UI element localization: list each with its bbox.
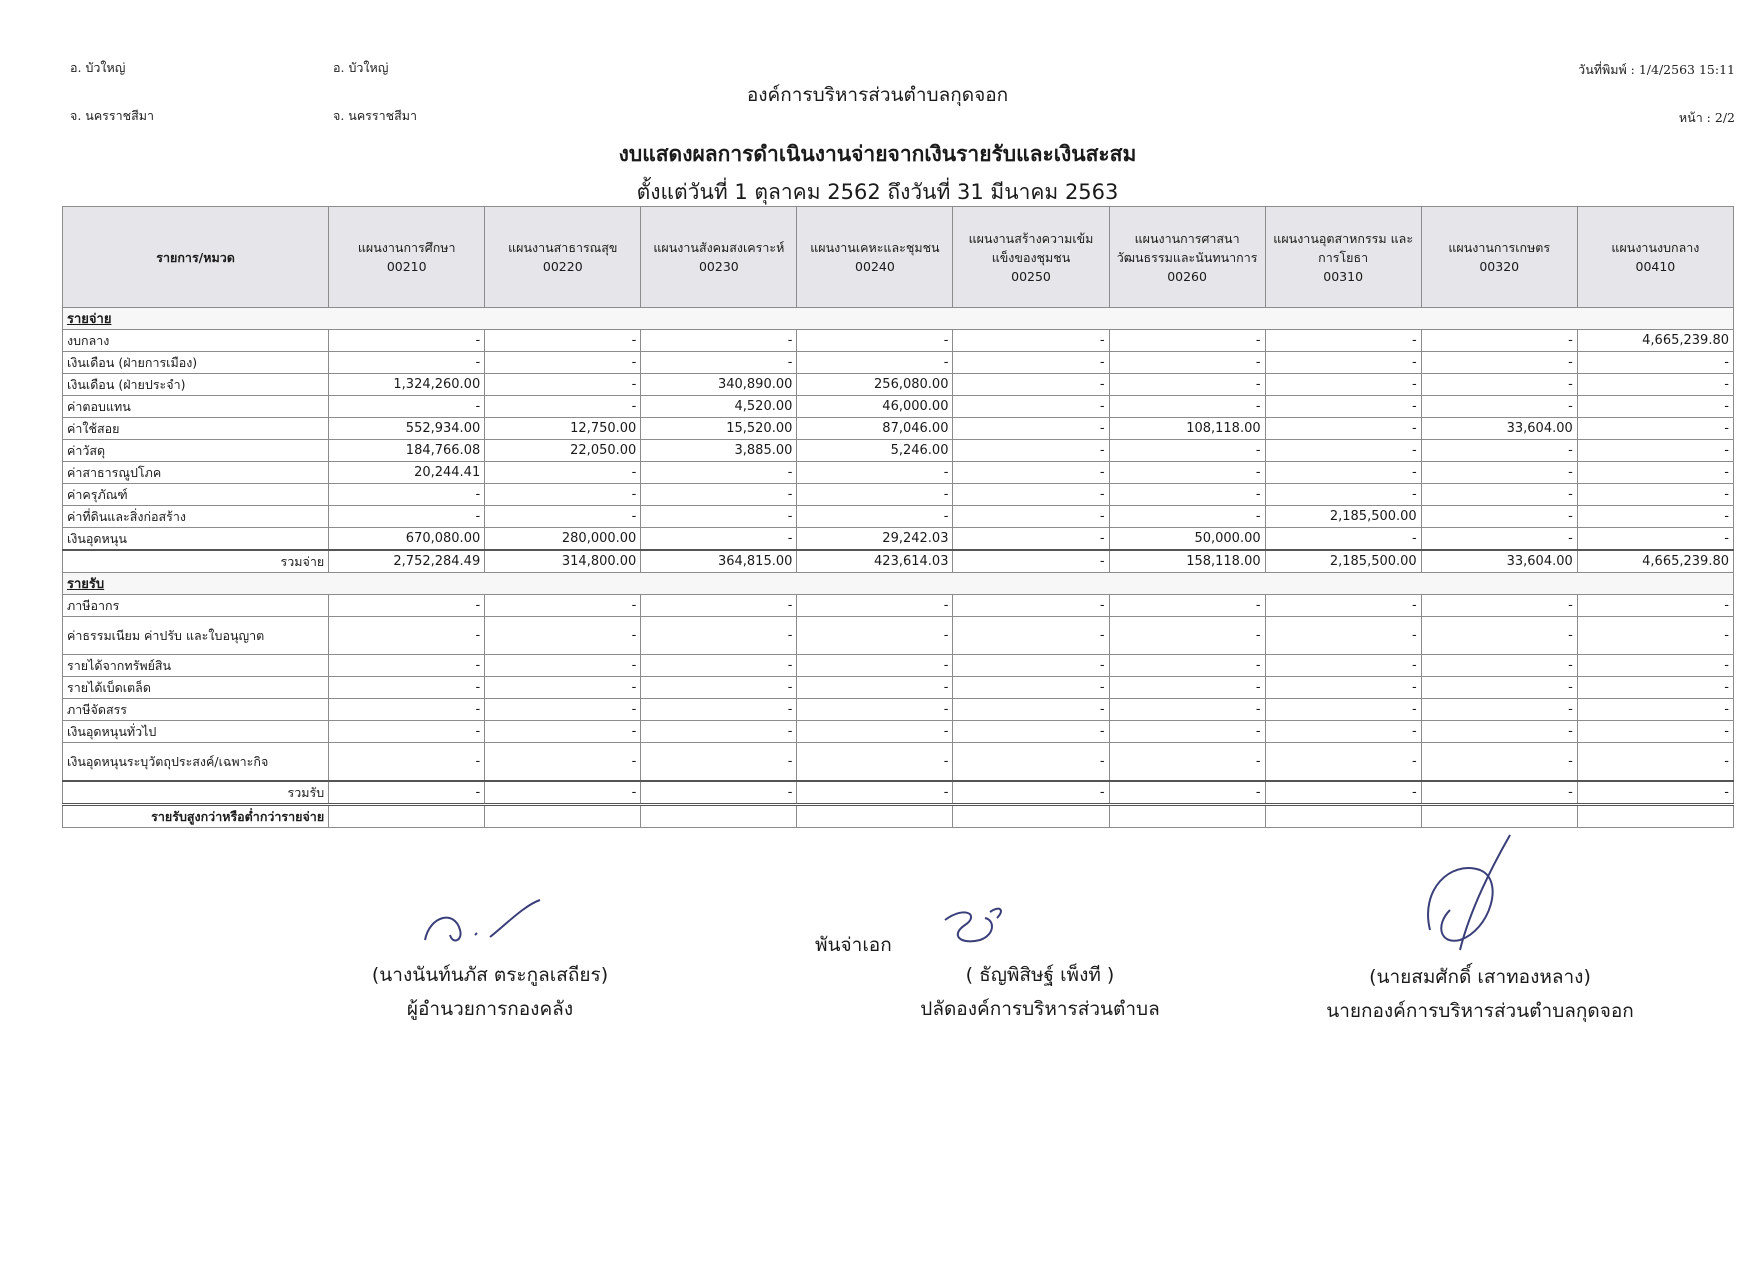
- table-cell: -: [485, 396, 641, 418]
- signature-block-2: [840, 958, 1240, 1026]
- table-cell: -: [641, 484, 797, 506]
- table-cell: -: [1577, 396, 1733, 418]
- table-cell: -: [1109, 655, 1265, 677]
- table-cell: -: [953, 528, 1109, 551]
- column-name: แผนงานสร้างความเข้มแข็งของชุมชน: [968, 230, 1094, 265]
- table-cell: -: [1577, 781, 1733, 805]
- table-cell: -: [485, 374, 641, 396]
- column-code: 00310: [1323, 268, 1364, 284]
- table-cell: -: [953, 595, 1109, 617]
- table-cell: 15,520.00: [641, 418, 797, 440]
- column-name: แผนงานการศึกษา: [357, 240, 456, 255]
- column-name: แผนงานอุตสาหกรรม และการโยธา: [1273, 230, 1414, 265]
- table-cell: -: [953, 418, 1109, 440]
- table-cell: 20,244.41: [329, 462, 485, 484]
- table-cell: 256,080.00: [797, 374, 953, 396]
- table-cell: -: [1265, 484, 1421, 506]
- report-period: ตั้งแต่วันที่ 1 ตุลาคม 2562 ถึงวันที่ 31 มีนาคม 2563: [636, 180, 1119, 204]
- row-label: เงินเดือน (ฝ่ายประจำ): [63, 374, 329, 396]
- table-cell: -: [485, 330, 641, 352]
- table-cell: -: [953, 781, 1109, 805]
- table-cell: -: [641, 781, 797, 805]
- table-cell: -: [953, 440, 1109, 462]
- signer-3-position: นายกองค์การบริหารส่วนตำบลกุดจอก: [1326, 1000, 1634, 1022]
- section-row: [63, 573, 1734, 595]
- table-cell: -: [797, 677, 953, 699]
- table-cell: -: [1109, 699, 1265, 721]
- row-label: ภาษีจัดสรร: [63, 699, 329, 721]
- section-row: [63, 308, 1734, 330]
- column-name: แผนงานการเกษตร: [1448, 240, 1551, 255]
- table-cell: -: [1577, 617, 1733, 655]
- table-cell: -: [1109, 617, 1265, 655]
- column-header: [1265, 207, 1421, 308]
- table-cell: -: [797, 743, 953, 782]
- table-cell: -: [1265, 699, 1421, 721]
- table-cell: -: [485, 677, 641, 699]
- table-cell: -: [641, 595, 797, 617]
- table-cell: -: [485, 595, 641, 617]
- page-number: หน้า : 2/2: [1678, 110, 1735, 125]
- table-cell: -: [797, 506, 953, 528]
- table-cell: -: [485, 781, 641, 805]
- table-cell: -: [1421, 330, 1577, 352]
- table-cell: -: [1109, 595, 1265, 617]
- row-label: รวมรับ: [63, 781, 329, 805]
- table-cell: -: [1577, 721, 1733, 743]
- province-left-2: จ. นครราชสีมา: [333, 108, 417, 123]
- table-cell: -: [1577, 528, 1733, 551]
- table-cell: -: [329, 396, 485, 418]
- table-cell: -: [1421, 484, 1577, 506]
- table-cell: [329, 805, 485, 828]
- table-cell: -: [329, 330, 485, 352]
- table-cell: -: [329, 617, 485, 655]
- table-cell: 4,665,239.80: [1577, 550, 1733, 573]
- table-cell: -: [1421, 721, 1577, 743]
- column-header: [953, 207, 1109, 308]
- table-cell: 4,665,239.80: [1577, 330, 1733, 352]
- table-row: [63, 655, 1734, 677]
- table-cell: -: [1265, 595, 1421, 617]
- table-body: [63, 308, 1734, 828]
- table-cell: -: [485, 462, 641, 484]
- table-cell: -: [797, 655, 953, 677]
- table-cell: -: [641, 330, 797, 352]
- table-cell: 280,000.00: [485, 528, 641, 551]
- table-cell: 340,890.00: [641, 374, 797, 396]
- table-cell: -: [1109, 484, 1265, 506]
- table-cell: -: [1109, 462, 1265, 484]
- table-cell: -: [1577, 699, 1733, 721]
- table-row: [63, 506, 1734, 528]
- table-cell: -: [1265, 721, 1421, 743]
- table-cell: -: [1577, 462, 1733, 484]
- table-cell: -: [953, 699, 1109, 721]
- table-row: [63, 418, 1734, 440]
- table-cell: 1,324,260.00: [329, 374, 485, 396]
- table-cell: -: [953, 677, 1109, 699]
- table-row: [63, 550, 1734, 573]
- table-cell: -: [797, 721, 953, 743]
- column-name: แผนงานสังคมสงเคราะห์: [653, 240, 785, 255]
- column-name: แผนงานงบกลาง: [1611, 240, 1700, 255]
- table-cell: -: [1265, 677, 1421, 699]
- column-code: 00320: [1479, 259, 1520, 274]
- table-cell: 314,800.00: [485, 550, 641, 573]
- column-header: [797, 207, 953, 308]
- table-row: [63, 484, 1734, 506]
- section-label: รายรับ: [63, 573, 1734, 595]
- table-row: [63, 617, 1734, 655]
- column-code: 00210: [386, 259, 427, 274]
- row-label: ค่าธรรมเนียม ค่าปรับ และใบอนุญาต: [63, 617, 329, 655]
- table-cell: -: [485, 484, 641, 506]
- table-cell: -: [485, 743, 641, 782]
- table-cell: -: [485, 699, 641, 721]
- table-cell: -: [953, 721, 1109, 743]
- row-label: เงินอุดหนุนระบุวัตถุประสงค์/เฉพาะกิจ: [63, 743, 329, 782]
- table-cell: -: [797, 781, 953, 805]
- table-cell: -: [1265, 617, 1421, 655]
- table-cell: -: [1577, 506, 1733, 528]
- table-cell: -: [329, 699, 485, 721]
- signer-2-position: ปลัดองค์การบริหารส่วนตำบล: [920, 998, 1160, 1020]
- table-cell: -: [329, 677, 485, 699]
- column-header: [641, 207, 797, 308]
- table-cell: -: [1265, 418, 1421, 440]
- signer-2-name: ( ธัญพิสิษฐ์ เพ็งที ): [965, 964, 1115, 986]
- row-label: รวมจ่าย: [63, 550, 329, 573]
- table-cell: -: [1577, 484, 1733, 506]
- table-cell: 22,050.00: [485, 440, 641, 462]
- table-cell: -: [797, 595, 953, 617]
- table-cell: -: [953, 352, 1109, 374]
- table-row: [63, 330, 1734, 352]
- table-cell: 364,815.00: [641, 550, 797, 573]
- row-label: รายได้จากทรัพย์สิน: [63, 655, 329, 677]
- table-cell: 33,604.00: [1421, 550, 1577, 573]
- column-header: [1577, 207, 1733, 308]
- table-cell: -: [1421, 528, 1577, 551]
- column-code: 00250: [1011, 268, 1051, 284]
- table-cell: 29,242.03: [797, 528, 953, 551]
- table-cell: -: [641, 655, 797, 677]
- row-label: ค่าตอบแทน: [63, 396, 329, 418]
- table-cell: -: [329, 743, 485, 782]
- table-cell: -: [1265, 396, 1421, 418]
- row-label: ค่าสาธารณูปโภค: [63, 462, 329, 484]
- table-cell: -: [1421, 352, 1577, 374]
- table-cell: -: [1577, 655, 1733, 677]
- table-cell: -: [1577, 352, 1733, 374]
- table-cell: -: [1265, 655, 1421, 677]
- table-cell: 46,000.00: [797, 396, 953, 418]
- signature-block-1: [300, 958, 680, 1026]
- table-cell: -: [1421, 699, 1577, 721]
- table-cell: -: [1109, 374, 1265, 396]
- table-cell: -: [953, 617, 1109, 655]
- table-cell: -: [485, 655, 641, 677]
- table-cell: -: [641, 743, 797, 782]
- row-label: เงินอุดหนุน: [63, 528, 329, 551]
- table-cell: -: [641, 528, 797, 551]
- table-row: [63, 352, 1734, 374]
- category-header: รายการ/หมวด: [63, 207, 329, 308]
- row-label: ค่าวัสดุ: [63, 440, 329, 462]
- table-cell: -: [1265, 743, 1421, 782]
- section-label: รายจ่าย: [63, 308, 1734, 330]
- table-cell: -: [1421, 374, 1577, 396]
- table-cell: -: [641, 677, 797, 699]
- table-cell: -: [329, 655, 485, 677]
- table-cell: -: [641, 721, 797, 743]
- table-cell: -: [1265, 462, 1421, 484]
- table-cell: -: [1109, 396, 1265, 418]
- column-header: [1421, 207, 1577, 308]
- table-cell: -: [1577, 743, 1733, 782]
- table-cell: -: [1421, 396, 1577, 418]
- table-cell: -: [1109, 721, 1265, 743]
- table-cell: [1577, 805, 1733, 828]
- table-cell: 108,118.00: [1109, 418, 1265, 440]
- district-left-1: อ. บัวใหญ่: [70, 60, 126, 75]
- table-cell: -: [641, 352, 797, 374]
- column-header: [485, 207, 641, 308]
- table-cell: -: [1421, 440, 1577, 462]
- column-header: [329, 207, 485, 308]
- table-cell: -: [1577, 418, 1733, 440]
- column-code: 00230: [698, 259, 739, 274]
- table-cell: -: [1265, 781, 1421, 805]
- table-cell: -: [1109, 781, 1265, 805]
- table-cell: -: [329, 781, 485, 805]
- table-cell: -: [1109, 440, 1265, 462]
- column-name: แผนงานการศาสนา วัฒนธรรมและนันทนาการ: [1116, 230, 1258, 265]
- table-cell: -: [953, 655, 1109, 677]
- table-cell: 33,604.00: [1421, 418, 1577, 440]
- table-cell: -: [641, 462, 797, 484]
- table-cell: 2,752,284.49: [329, 550, 485, 573]
- table-cell: 87,046.00: [797, 418, 953, 440]
- table-cell: -: [1265, 528, 1421, 551]
- table-cell: -: [1421, 655, 1577, 677]
- print-date: วันที่พิมพ์ : 1/4/2563 15:11: [1578, 62, 1735, 77]
- table-header-row: [63, 207, 1734, 308]
- table-row: [63, 396, 1734, 418]
- table-cell: -: [329, 595, 485, 617]
- table-cell: -: [1421, 617, 1577, 655]
- column-name: แผนงานเคหะและชุมชน: [810, 240, 940, 255]
- table-cell: -: [953, 743, 1109, 782]
- column-code: 00260: [1167, 268, 1207, 284]
- table-cell: 5,246.00: [797, 440, 953, 462]
- table-cell: [485, 805, 641, 828]
- row-label: ค่าที่ดินและสิ่งก่อสร้าง: [63, 506, 329, 528]
- table-cell: -: [953, 462, 1109, 484]
- report-table: [62, 206, 1734, 828]
- table-cell: 158,118.00: [1109, 550, 1265, 573]
- table-cell: -: [1265, 352, 1421, 374]
- table-cell: -: [1577, 595, 1733, 617]
- table-cell: -: [1421, 506, 1577, 528]
- row-label: เงินอุดหนุนทั่วไป: [63, 721, 329, 743]
- table-row: [63, 440, 1734, 462]
- row-label: งบกลาง: [63, 330, 329, 352]
- signature-mark-1: [415, 895, 555, 955]
- table-row: [63, 595, 1734, 617]
- table-cell: [1421, 805, 1577, 828]
- table-cell: -: [797, 484, 953, 506]
- table-cell: 50,000.00: [1109, 528, 1265, 551]
- table-cell: -: [1421, 595, 1577, 617]
- row-label: ภาษีอากร: [63, 595, 329, 617]
- table-cell: -: [641, 506, 797, 528]
- column-header: [1109, 207, 1265, 308]
- table-cell: -: [1109, 677, 1265, 699]
- table-cell: -: [953, 550, 1109, 573]
- row-label: ค่าครุภัณฑ์: [63, 484, 329, 506]
- table-cell: -: [1577, 677, 1733, 699]
- table-cell: -: [485, 721, 641, 743]
- table-row: [63, 462, 1734, 484]
- table-cell: -: [1421, 677, 1577, 699]
- table-cell: -: [1109, 506, 1265, 528]
- row-label: รายรับสูงกว่าหรือต่ำกว่ารายจ่าย: [63, 805, 329, 828]
- table-cell: [1265, 805, 1421, 828]
- table-cell: -: [797, 352, 953, 374]
- province-left-1: จ. นครราชสีมา: [70, 108, 154, 123]
- table-cell: -: [1265, 440, 1421, 462]
- table-cell: 2,185,500.00: [1265, 506, 1421, 528]
- table-cell: -: [953, 484, 1109, 506]
- table-cell: -: [641, 699, 797, 721]
- table-row: [63, 721, 1734, 743]
- table-cell: -: [329, 352, 485, 374]
- table-cell: -: [797, 462, 953, 484]
- table-cell: [1109, 805, 1265, 828]
- table-cell: -: [329, 721, 485, 743]
- table-cell: 2,185,500.00: [1265, 550, 1421, 573]
- table-cell: -: [797, 617, 953, 655]
- row-label: รายได้เบ็ดเตล็ด: [63, 677, 329, 699]
- table-cell: [641, 805, 797, 828]
- column-code: 00220: [542, 259, 583, 274]
- table-cell: -: [953, 506, 1109, 528]
- table-cell: [953, 805, 1109, 828]
- table-row: [63, 805, 1734, 828]
- table-row: [63, 699, 1734, 721]
- table-cell: -: [485, 617, 641, 655]
- table-cell: 552,934.00: [329, 418, 485, 440]
- table-cell: -: [329, 506, 485, 528]
- table-cell: -: [329, 484, 485, 506]
- row-label: ค่าใช้สอย: [63, 418, 329, 440]
- table-cell: -: [953, 374, 1109, 396]
- org-name: องค์การบริหารส่วนตำบลกุดจอก: [746, 84, 1009, 106]
- row-label: เงินเดือน (ฝ่ายการเมือง): [63, 352, 329, 374]
- table-cell: -: [1109, 743, 1265, 782]
- table-cell: -: [797, 699, 953, 721]
- table-cell: -: [1577, 440, 1733, 462]
- page-title: งบแสดงผลการดำเนินงานจ่ายจากเงินรายรับและเงินสะสม: [618, 142, 1137, 166]
- table-cell: -: [641, 617, 797, 655]
- table-cell: 3,885.00: [641, 440, 797, 462]
- table-cell: -: [1109, 352, 1265, 374]
- district-left-2: อ. บัวใหญ่: [333, 60, 389, 75]
- table-cell: 423,614.03: [797, 550, 953, 573]
- table-cell: -: [797, 330, 953, 352]
- signature-mark-3: [1410, 830, 1520, 960]
- table-cell: -: [1421, 462, 1577, 484]
- table-row: [63, 677, 1734, 699]
- column-code: 00240: [855, 259, 895, 274]
- signer-1-position: ผู้อำนวยการกองคลัง: [406, 998, 574, 1020]
- table-cell: [797, 805, 953, 828]
- table-cell: -: [953, 330, 1109, 352]
- table-cell: 4,520.00: [641, 396, 797, 418]
- table-row: [63, 374, 1734, 396]
- table-row: [63, 528, 1734, 551]
- table-cell: 670,080.00: [329, 528, 485, 551]
- column-code: 00410: [1635, 259, 1676, 274]
- table-row: [63, 781, 1734, 805]
- table-cell: -: [1109, 330, 1265, 352]
- table-cell: -: [485, 506, 641, 528]
- signature-mark-2: [935, 900, 1015, 960]
- table-cell: 184,766.08: [329, 440, 485, 462]
- table-row: [63, 743, 1734, 782]
- table-cell: -: [1421, 781, 1577, 805]
- column-name: แผนงานสาธารณสุข: [508, 240, 618, 255]
- table-cell: -: [1265, 330, 1421, 352]
- table-cell: 12,750.00: [485, 418, 641, 440]
- signer-3-name: (นายสมศักดิ์ เสาทองหลาง): [1369, 966, 1591, 988]
- table-cell: -: [953, 396, 1109, 418]
- signer-1-name: (นางนันท์นภัส ตระกูลเสถียร): [371, 964, 609, 986]
- table-cell: -: [1577, 374, 1733, 396]
- table-cell: -: [485, 352, 641, 374]
- signer-2-rank: พันจ่าเอก: [815, 934, 892, 956]
- signature-block-3: [1290, 960, 1670, 1028]
- table-cell: -: [1421, 743, 1577, 782]
- table-cell: -: [1265, 374, 1421, 396]
